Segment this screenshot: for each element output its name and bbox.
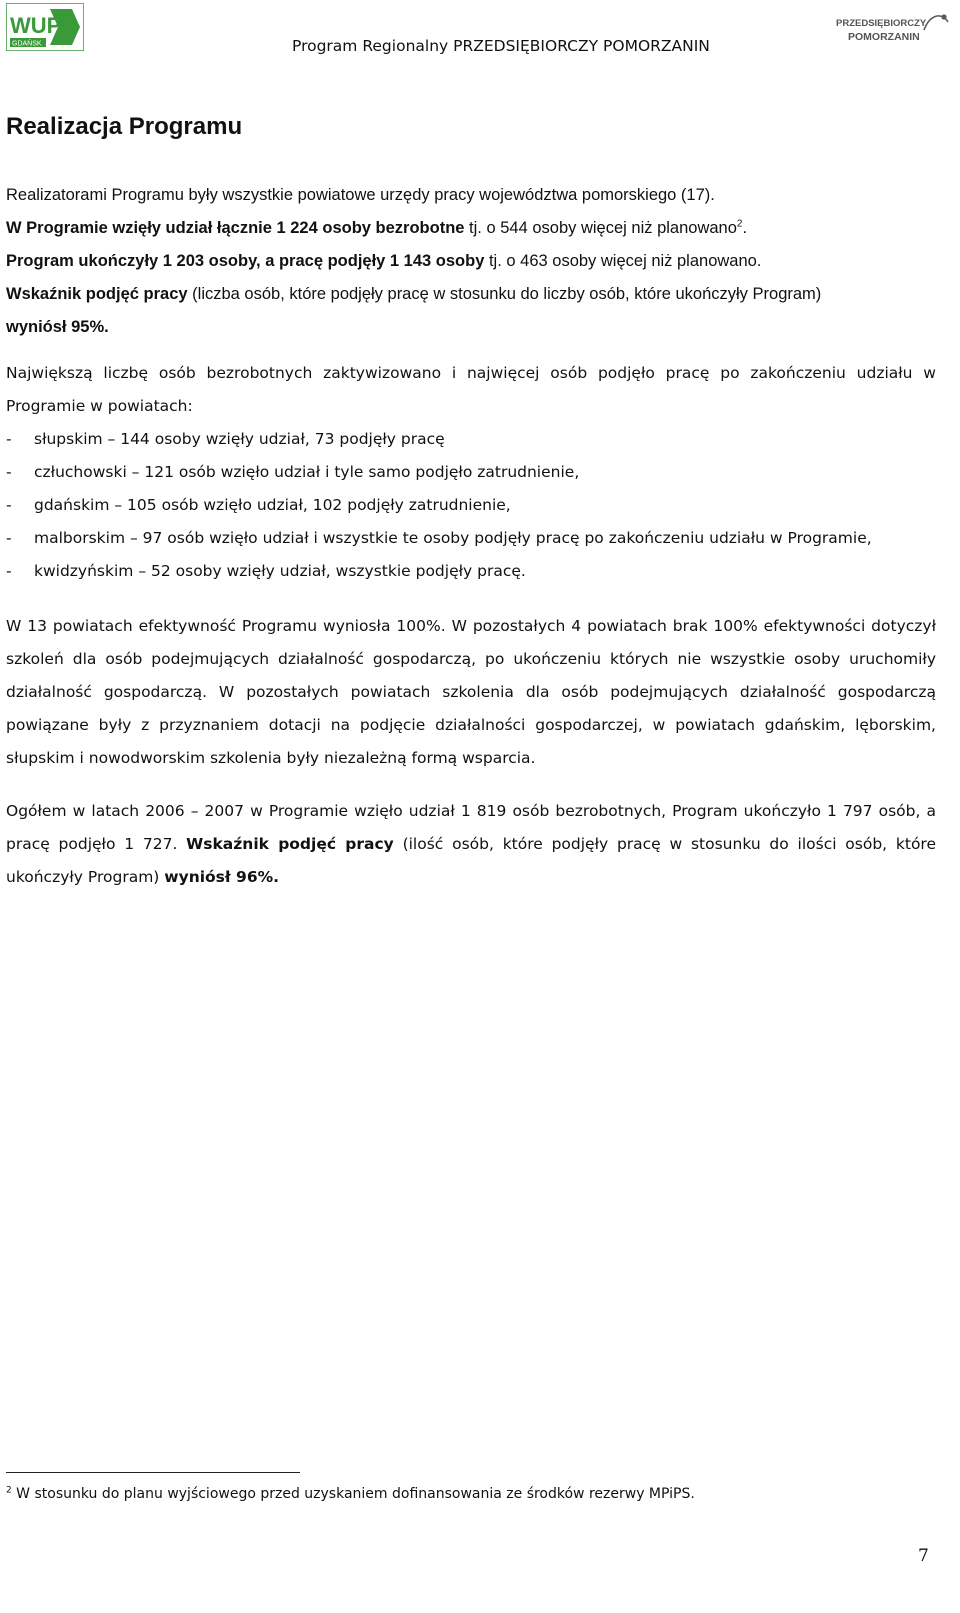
svg-text:PRZEDSIĘBIORCZY: PRZEDSIĘBIORCZY xyxy=(836,18,927,29)
list-item: - człuchowski – 121 osób wzięło udział i tyle samo podjęło zatrudnienie, xyxy=(6,456,936,489)
svg-text:POMORZANIN: POMORZANIN xyxy=(848,31,920,43)
counties-list xyxy=(6,423,936,588)
svg-text:GDAŃSK: GDAŃSK xyxy=(12,40,42,48)
przedsiebiorczy-pomorzanin-logo xyxy=(836,8,954,52)
participants-end: . xyxy=(742,219,748,237)
footnote-text: W stosunku do planu wyjściowego przed uzyskaniem dofinansowania ze środków rezerwy MPiPS. xyxy=(11,1486,695,1502)
section-heading: Realizacja Programu xyxy=(6,113,243,140)
list-item: - gdańskim – 105 osób wzięło udział, 102 podjęły zatrudnienie, xyxy=(6,489,936,522)
indicator-bold: Wskaźnik podjęć pracy xyxy=(6,285,188,303)
totals-indicator-bold: Wskaźnik podjęć pracy xyxy=(186,835,394,853)
header-title: Program Regionalny PRZEDSIĘBIORCZY POMORZANIN xyxy=(292,37,710,55)
footnote-divider xyxy=(6,1472,300,1473)
page-header xyxy=(0,0,960,70)
paragraph-efficiency: W 13 powiatach efektywność Programu wyniosła 100%. W pozostałych 4 powiatach brak 100% efektywności dotyczył szkoleń dla osób podejmujących działalność gospodarczą, po ukończeniu których nie wszystkie osoby uruchomiły działalność gospodarczą. W pozostałych powiatach szkolenia dla osób podejmujących działalność gospodarczą powiązane były z przyznaniem dotacji na podjęcie działalności gospodarczej, w powiatach gdańskim, lęborskim, słupskim i nowodworskim szkolenia były niezależną formą wsparcia. xyxy=(6,617,936,767)
paragraph-totals xyxy=(6,795,936,894)
participants-bold: W Programie wzięły udział łącznie 1 224 osoby bezrobotne xyxy=(6,219,465,237)
svg-text:WUP: WUP xyxy=(10,13,62,38)
completed-bold: Program ukończyły 1 203 osoby, a pracę podjęły 1 143 osoby xyxy=(6,252,485,270)
footnote-mark: 2 xyxy=(6,1485,12,1496)
totals-result-bold: wyniósł 96%. xyxy=(164,868,280,886)
wup-gdansk-logo xyxy=(6,3,84,51)
footnote-ref: 2 xyxy=(736,218,743,230)
indicator-rest: (liczba osób, które podjęły pracę w stosunku do liczby osób, które ukończyły Program) xyxy=(187,285,822,303)
completed-rest: tj. o 463 osoby więcej niż planowano. xyxy=(484,252,762,270)
summary-line-4 xyxy=(6,278,936,311)
summary-line-3 xyxy=(6,245,936,278)
counties-intro: Największą liczbę osób bezrobotnych zaktywizowano i najwięcej osób podjęło pracę po zakończeniu udziału w Programie w powiatach: xyxy=(6,364,936,415)
totals-middle: (ilość osób, które podjęły pracę w stosunku do ilości osób, które ukończyły Program) xyxy=(6,835,937,886)
list-item: - słupskim – 144 osoby wzięły udział, 73 podjęły pracę xyxy=(6,423,936,456)
page-number: 7 xyxy=(918,1546,929,1566)
totals-start: Ogółem w latach 2006 – 2007 w Programie wzięło udział 1 819 osób bezrobotnych, Program ukończyło 1 797 osób, a pracę podjęło 1 727. xyxy=(6,802,936,853)
paragraph-summary xyxy=(6,179,936,344)
list-item: - kwidzyńskim – 52 osoby wzięły udział, wszystkie podjęły pracę. xyxy=(6,555,936,588)
summary-line-1: Realizatorami Programu były wszystkie powiatowe urzędy pracy województwa pomorskiego (17). xyxy=(6,186,715,204)
list-item: - malborskim – 97 osób wzięło udział i wszystkie te osoby podjęły pracę po zakończeniu udziału w Programie, xyxy=(6,522,936,555)
summary-line-2 xyxy=(6,212,936,245)
footnote xyxy=(6,1486,695,1502)
participants-rest: tj. o 544 osoby więcej niż planowano xyxy=(464,219,737,237)
paragraph-counties xyxy=(6,357,936,588)
summary-line-5: wyniósł 95%. xyxy=(6,318,109,336)
